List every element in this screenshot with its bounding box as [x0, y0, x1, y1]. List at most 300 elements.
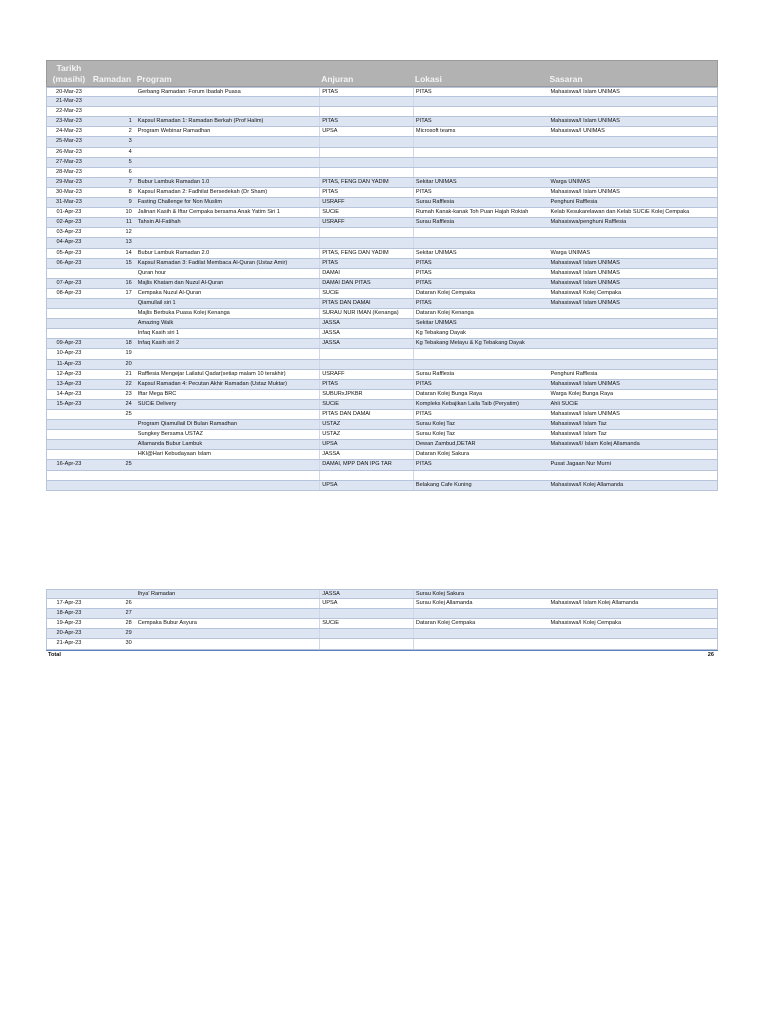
cell-sasaran: [548, 590, 717, 598]
cell-lokasi: [413, 228, 548, 237]
cell-anjuran: USRAFF: [319, 370, 413, 379]
cell-date: 22-Mar-23: [56, 108, 82, 115]
cell-ramadan: 23: [125, 390, 132, 397]
header-tarikh-line1: Tarikh: [56, 62, 82, 73]
cell-anjuran: JASSA: [319, 319, 413, 328]
cell-sasaran: [548, 339, 717, 348]
cell-program: [135, 148, 319, 157]
table-row: [46, 198, 718, 208]
table-row: [46, 137, 718, 147]
table-row: [46, 619, 718, 629]
table-row: [46, 639, 718, 649]
cell-lokasi: Dewan Zambud,DETAR: [413, 440, 548, 449]
cell-program: Kapsul Ramadan 2: Fadhilat Bersedekah (Dr Sham): [137, 188, 268, 195]
cell-program: Gerbang Ramadan: Forum Ibadah Puasa: [137, 89, 241, 95]
cell-ramadan: 7: [128, 178, 132, 185]
cell-sasaran: Mahasiswa/I Kolej Cempaka: [550, 289, 622, 296]
cell-sasaran: [548, 309, 717, 318]
cell-sasaran: Penghuni Rafflesia: [550, 370, 598, 377]
cell-program: [135, 158, 319, 167]
cell-anjuran: PITAS DAN DAMAI: [319, 299, 413, 308]
cell-anjuran: [319, 360, 413, 369]
cell-lokasi: [413, 609, 548, 618]
cell-sasaran: [548, 97, 717, 106]
cell-lokasi: PITAS: [413, 410, 548, 419]
cell-lokasi: Kompleks Kebajikan Laila Taib (Peryatim): [413, 400, 548, 409]
cell-anjuran: [319, 609, 413, 618]
cell-lokasi: Kg Tebakang Melayu & Kg Tebakang Dayak: [413, 339, 548, 348]
cell-sasaran: Mahasiswa/I Islam UNIMAS: [550, 380, 620, 387]
cell-date: [47, 309, 91, 318]
cell-ramadan: 24: [125, 400, 132, 407]
table-row: [46, 420, 718, 430]
cell-sasaran: Kelab Kesukarelawan dan Kelab SUCiE Kolej Cempaka: [550, 209, 690, 216]
cell-lokasi: [413, 360, 548, 369]
table-row: [46, 117, 718, 127]
cell-lokasi: PITAS: [413, 188, 548, 197]
cell-ramadan: 9: [128, 199, 132, 206]
cell-ramadan: [91, 88, 135, 96]
cell-anjuran: SUBURxJPKBR: [319, 390, 413, 399]
cell-ramadan: [91, 107, 135, 116]
cell-ramadan: 18: [125, 340, 132, 347]
table-row: [46, 97, 718, 107]
table-row: [46, 430, 718, 440]
header-lokasi: Lokasi: [414, 74, 442, 84]
cell-sasaran: Mahasiswa/I Islam UNIMAS: [550, 299, 620, 306]
cell-ramadan: [91, 299, 135, 308]
cell-date: 12-Apr-23: [56, 370, 82, 377]
cell-sasaran: Mahasiswa/I UNIMAS: [550, 128, 605, 135]
table-row: [46, 178, 718, 188]
cell-anjuran: SURAU NUR IMAN (Kenanga): [319, 309, 413, 318]
cell-anjuran: JASSA: [319, 329, 413, 338]
cell-ramadan: 6: [128, 168, 132, 175]
total-row: [46, 650, 718, 660]
cell-ramadan: 25: [125, 411, 132, 417]
cell-sasaran: [548, 238, 717, 247]
cell-ramadan: 4: [128, 148, 132, 155]
cell-date: 14-Apr-23: [56, 390, 82, 397]
cell-anjuran: PITAS DAN DAMAI: [319, 410, 413, 419]
cell-date: [47, 329, 91, 338]
cell-lokasi: [413, 107, 548, 116]
table-row: [46, 87, 718, 97]
cell-date: [47, 481, 91, 490]
cell-anjuran: UPSA: [319, 440, 413, 449]
cell-program: Qiamullail siri 1: [137, 299, 176, 306]
cell-sasaran: [548, 450, 717, 459]
cell-anjuran: JASSA: [319, 450, 413, 459]
cell-ramadan: 14: [125, 249, 132, 256]
header-ramadan: Ramadan: [92, 74, 132, 84]
table-row: [46, 289, 718, 299]
cell-date: 01-Apr-23: [56, 209, 82, 216]
header-anjuran: Anjuran: [321, 74, 354, 84]
cell-date: 02-Apr-23: [56, 219, 82, 226]
cell-anjuran: PITAS: [319, 188, 413, 197]
cell-anjuran: PITAS: [319, 259, 413, 268]
cell-lokasi: Belakang Cafe Kuning: [413, 481, 548, 490]
cell-sasaran: Ahli SUCiE: [550, 400, 579, 407]
cell-sasaran: [548, 360, 717, 369]
cell-program: [135, 168, 319, 177]
cell-ramadan: 11: [125, 219, 132, 226]
table-row: [46, 481, 718, 491]
cell-lokasi: [413, 137, 548, 146]
table-row: [46, 208, 718, 218]
cell-lokasi: Surau Kolej Taz: [413, 430, 548, 439]
cell-ramadan: [91, 329, 135, 338]
cell-lokasi: Dataran Kolej Cempaka: [413, 619, 548, 628]
cell-program: Infaq Kasih siri 2: [137, 340, 180, 347]
cell-lokasi: PITAS: [413, 259, 548, 268]
table-row: [46, 158, 718, 168]
cell-sasaran: [548, 471, 717, 480]
header-program: Program: [136, 74, 172, 84]
cell-ramadan: 12: [125, 229, 132, 236]
cell-lokasi: PITAS: [413, 279, 548, 288]
cell-anjuran: [319, 97, 413, 106]
cell-sasaran: Mahasiswa/penghuni Rafflesia: [550, 219, 627, 226]
cell-lokasi: Dataran Kolej Cempaka: [413, 289, 548, 298]
cell-sasaran: [548, 329, 717, 338]
cell-anjuran: USTAZ: [319, 430, 413, 439]
cell-sasaran: Mahasiswa/I Islam UNIMAS: [550, 269, 620, 276]
cell-date: [47, 430, 91, 439]
cell-sasaran: Mahasiswa/I Islam Taz: [550, 431, 607, 438]
cell-sasaran: Mahasiswa/I Islam UNIMAS: [550, 411, 620, 417]
total-value: 26: [707, 651, 714, 658]
cell-ramadan: 16: [125, 279, 132, 286]
table-row: [46, 460, 718, 470]
cell-ramadan: 25: [125, 461, 132, 468]
cell-ramadan: [91, 450, 135, 459]
cell-date: 13-Apr-23: [56, 380, 82, 387]
cell-sasaran: [548, 137, 717, 146]
cell-date: 26-Mar-23: [56, 148, 82, 155]
table-row: [46, 107, 718, 117]
cell-ramadan: 21: [125, 370, 132, 377]
cell-lokasi: Surau Rafflesia: [413, 218, 548, 227]
cell-lokasi: PITAS: [413, 88, 548, 96]
cell-date: 09-Apr-23: [56, 340, 82, 347]
cell-program: [135, 360, 319, 369]
cell-ramadan: 29: [125, 630, 132, 637]
cell-anjuran: [319, 228, 413, 237]
cell-sasaran: Mahasiswa/I Islam UNIMAS: [550, 279, 620, 286]
cell-date: 25-Mar-23: [56, 138, 82, 145]
cell-anjuran: [319, 238, 413, 247]
cell-anjuran: SUCiE: [319, 400, 413, 409]
header-tarikh-line2: (masihi): [52, 73, 86, 84]
table-row: [46, 148, 718, 158]
cell-anjuran: PITAS, FENG DAN YADIM: [319, 178, 413, 187]
cell-program: [135, 349, 319, 358]
cell-program: [135, 107, 319, 116]
cell-program: Infaq Kasih siri 1: [137, 330, 180, 337]
table-row: [46, 238, 718, 248]
cell-ramadan: 2: [128, 128, 132, 135]
cell-sasaran: [548, 319, 717, 328]
cell-program: [135, 238, 319, 247]
cell-lokasi: Rumah Kanak-kanak Toh Puan Hajah Rokiah: [413, 208, 548, 217]
cell-program: Fasting Challenge for Non Muslim: [137, 199, 223, 206]
cell-anjuran: USRAFF: [319, 218, 413, 227]
cell-sasaran: Warga UNIMAS: [550, 249, 591, 256]
cell-program: Iftar Mega BRC: [137, 390, 177, 397]
cell-sasaran: [548, 107, 717, 116]
table-body-part2: [46, 589, 718, 650]
cell-anjuran: PITAS: [319, 380, 413, 389]
cell-program: Jalinan Kasih & Iftar Cempaka bersama Anak Yatim Siri 1: [137, 209, 280, 216]
cell-lokasi: Sekitar UNIMAS: [413, 178, 548, 187]
cell-lokasi: PITAS: [413, 299, 548, 308]
table-row: [46, 360, 718, 370]
table-row: [46, 299, 718, 309]
cell-program: Tahsin Al-Fatihah: [137, 219, 181, 226]
cell-date: [47, 440, 91, 449]
cell-program: Program Qiamullail Di Bulan Ramadhan: [137, 421, 237, 428]
cell-date: [47, 319, 91, 328]
cell-program: Majlis Khatam dan Nuzul Al-Quran: [137, 279, 224, 286]
table-row: [46, 400, 718, 410]
cell-program: [135, 629, 319, 638]
cell-ramadan: [91, 97, 135, 106]
cell-ramadan: [91, 430, 135, 439]
cell-date: 29-Mar-23: [56, 178, 82, 185]
cell-program: Ihya' Ramadan: [137, 591, 176, 597]
cell-sasaran: Penghuni Rafflesia: [550, 199, 598, 206]
table-row: [46, 218, 718, 228]
cell-program: Quran hour: [137, 269, 167, 276]
cell-anjuran: [319, 629, 413, 638]
cell-ramadan: 10: [125, 209, 132, 216]
cell-date: 17-Apr-23: [56, 600, 82, 607]
cell-ramadan: [91, 269, 135, 278]
cell-program: Allamanda Bubur Lambuk: [137, 441, 203, 448]
cell-ramadan: [91, 481, 135, 490]
cell-date: [47, 420, 91, 429]
cell-date: 19-Apr-23: [56, 620, 82, 627]
table-row: [46, 410, 718, 420]
cell-ramadan: [91, 309, 135, 318]
table-row: [46, 390, 718, 400]
cell-sasaran: [548, 168, 717, 177]
cell-program: [135, 228, 319, 237]
table-row: [46, 228, 718, 238]
cell-lokasi: Surau Kolej Sakura: [413, 590, 548, 598]
cell-program: Program Webinar Ramadhan: [137, 128, 211, 135]
cell-sasaran: [548, 158, 717, 167]
table-row: [46, 188, 718, 198]
cell-date: 03-Apr-23: [56, 229, 82, 236]
cell-anjuran: JASSA: [319, 339, 413, 348]
cell-ramadan: 17: [125, 289, 132, 296]
cell-program: [135, 137, 319, 146]
cell-lokasi: Kg Tebakang Dayak: [413, 329, 548, 338]
cell-lokasi: [413, 629, 548, 638]
cell-lokasi: Dataran Kolej Kenanga: [413, 309, 548, 318]
cell-lokasi: PITAS: [413, 380, 548, 389]
cell-sasaran: [548, 609, 717, 618]
cell-program: [135, 471, 319, 480]
cell-sasaran: Mahasiswa/I Islam UNIMAS: [550, 188, 620, 195]
cell-ramadan: 28: [125, 620, 132, 627]
cell-anjuran: UPSA: [319, 127, 413, 136]
cell-program: [135, 410, 319, 419]
cell-ramadan: [91, 590, 135, 598]
cell-ramadan: [91, 420, 135, 429]
cell-date: 11-Apr-23: [56, 360, 82, 367]
table-row: [46, 370, 718, 380]
cell-sasaran: Mahasiswa/I Islam UNIMAS: [550, 259, 620, 266]
header-sasaran: Sasaran: [549, 74, 583, 84]
cell-anjuran: PITAS, FENG DAN YADIM: [319, 249, 413, 258]
cell-lokasi: Sekitar UNIMAS: [413, 249, 548, 258]
cell-ramadan: 3: [128, 138, 132, 145]
cell-sasaran: Warga UNIMAS: [550, 178, 591, 185]
cell-program: [135, 599, 319, 608]
table-row: [46, 249, 718, 259]
cell-date: 23-Mar-23: [56, 118, 82, 125]
cell-anjuran: [319, 349, 413, 358]
cell-ramadan: 27: [125, 610, 132, 617]
table-row: [46, 339, 718, 349]
table-row: [46, 380, 718, 390]
cell-lokasi: PITAS: [413, 460, 548, 469]
cell-date: 05-Apr-23: [56, 249, 82, 256]
cell-ramadan: 19: [125, 350, 132, 357]
cell-date: 20-Apr-23: [56, 630, 82, 637]
cell-anjuran: DAMAI: [319, 269, 413, 278]
cell-anjuran: USTAZ: [319, 420, 413, 429]
cell-ramadan: 5: [128, 158, 132, 165]
cell-date: 28-Mar-23: [56, 168, 82, 175]
header-tarikh: [47, 61, 91, 86]
cell-anjuran: [319, 168, 413, 177]
cell-sasaran: Mahasiswa/I Islam UNIMAS: [550, 89, 620, 95]
table-row: [46, 329, 718, 339]
cell-program: Sungkey Bersama USTAZ: [137, 431, 203, 438]
cell-date: 21-Mar-23: [56, 98, 82, 105]
table-row: [46, 168, 718, 178]
cell-program: Cempaka Bubur Asyura: [137, 620, 197, 627]
cell-program: Kapsul Ramadan 3: Fadilat Membaca Al-Quran (Ustaz Amir): [137, 259, 288, 266]
cell-anjuran: [319, 471, 413, 480]
cell-anjuran: PITAS: [319, 88, 413, 96]
cell-anjuran: UPSA: [319, 481, 413, 490]
cell-program: Bubur Lambuk Ramadan 2.0: [137, 249, 210, 256]
cell-program: Bubur Lambuk Ramadan 1.0: [137, 178, 210, 185]
cell-program: [135, 609, 319, 618]
cell-date: 07-Apr-23: [56, 279, 82, 286]
cell-ramadan: 13: [125, 239, 132, 246]
cell-ramadan: 22: [125, 380, 132, 387]
cell-ramadan: [91, 471, 135, 480]
cell-date: [47, 410, 91, 419]
table-row: [46, 450, 718, 460]
cell-date: 30-Mar-23: [56, 188, 82, 195]
cell-program: Kapsul Ramadan 1: Ramadan Berkah (Prof Halim): [137, 118, 264, 125]
cell-date: 21-Apr-23: [56, 640, 82, 647]
table-row: [46, 609, 718, 619]
cell-sasaran: [548, 228, 717, 237]
cell-date: 20-Mar-23: [56, 89, 82, 95]
cell-sasaran: Mahasiswa/I/ Islam Kolej Allamanda: [550, 441, 640, 448]
cell-program: [135, 97, 319, 106]
cell-program: Rafflesia Mengejar Lailatul Qadar(setiap malam 10 terakhir): [137, 370, 286, 377]
cell-sasaran: Mahasiswa/I Islam Kolej Allamanda: [550, 600, 639, 607]
cell-date: 04-Apr-23: [56, 239, 82, 246]
cell-anjuran: PITAS: [319, 117, 413, 126]
table-row: [46, 471, 718, 481]
cell-date: [47, 471, 91, 480]
cell-lokasi: [413, 238, 548, 247]
table-row: [46, 319, 718, 329]
cell-date: 16-Apr-23: [56, 461, 82, 468]
table-body-part1: [46, 87, 718, 491]
cell-date: [47, 269, 91, 278]
cell-sasaran: Mahasiswa/I Islam UNIMAS: [550, 118, 620, 125]
cell-lokasi: [413, 471, 548, 480]
cell-anjuran: DAMAI, MPP DAN IPG TAR: [319, 460, 413, 469]
cell-anjuran: SUCiE: [319, 619, 413, 628]
cell-date: 18-Apr-23: [56, 610, 82, 617]
cell-lokasi: Surau Rafflesia: [413, 198, 548, 207]
cell-ramadan: 1: [128, 118, 132, 125]
table-row: [46, 309, 718, 319]
cell-sasaran: Mahasiswa/I Kolej Allamanda: [550, 481, 624, 488]
cell-anjuran: [319, 137, 413, 146]
table-row: [46, 127, 718, 137]
cell-lokasi: Dataran Kolej Sakura: [413, 450, 548, 459]
cell-program: Amazing Walk: [137, 320, 174, 327]
table-row: [46, 269, 718, 279]
cell-program: Cempaka Nuzul Al-Quran: [137, 289, 202, 296]
cell-anjuran: SUCiE: [319, 208, 413, 217]
cell-date: 06-Apr-23: [56, 259, 82, 266]
cell-lokasi: Sekitar UNIMAS: [413, 319, 548, 328]
cell-program: SUCiE Delivery: [137, 400, 177, 407]
cell-date: 10-Apr-23: [56, 350, 82, 357]
cell-date: 24-Mar-23: [56, 128, 82, 135]
cell-lokasi: [413, 639, 548, 648]
table-row: [46, 589, 718, 599]
cell-anjuran: [319, 148, 413, 157]
cell-lokasi: [413, 168, 548, 177]
table-header: [46, 60, 718, 87]
cell-ramadan: 26: [125, 600, 132, 607]
cell-program: [135, 460, 319, 469]
cell-date: [47, 299, 91, 308]
cell-ramadan: 8: [128, 188, 132, 195]
cell-sasaran: Mahasiswa/I Kolej Cempaka: [550, 620, 622, 627]
cell-date: [47, 450, 91, 459]
schedule-table-part1: [46, 60, 718, 491]
cell-anjuran: USRAFF: [319, 198, 413, 207]
cell-lokasi: PITAS: [413, 117, 548, 126]
cell-sasaran: Mahasiswa/I Islam Taz: [550, 421, 607, 428]
schedule-table-part2: [46, 589, 718, 660]
cell-sasaran: Warga Kolej Bunga Raya: [550, 390, 614, 397]
cell-anjuran: [319, 158, 413, 167]
cell-lokasi: [413, 349, 548, 358]
table-row: [46, 629, 718, 639]
table-row: [46, 279, 718, 289]
cell-sasaran: [548, 639, 717, 648]
table-row: [46, 259, 718, 269]
